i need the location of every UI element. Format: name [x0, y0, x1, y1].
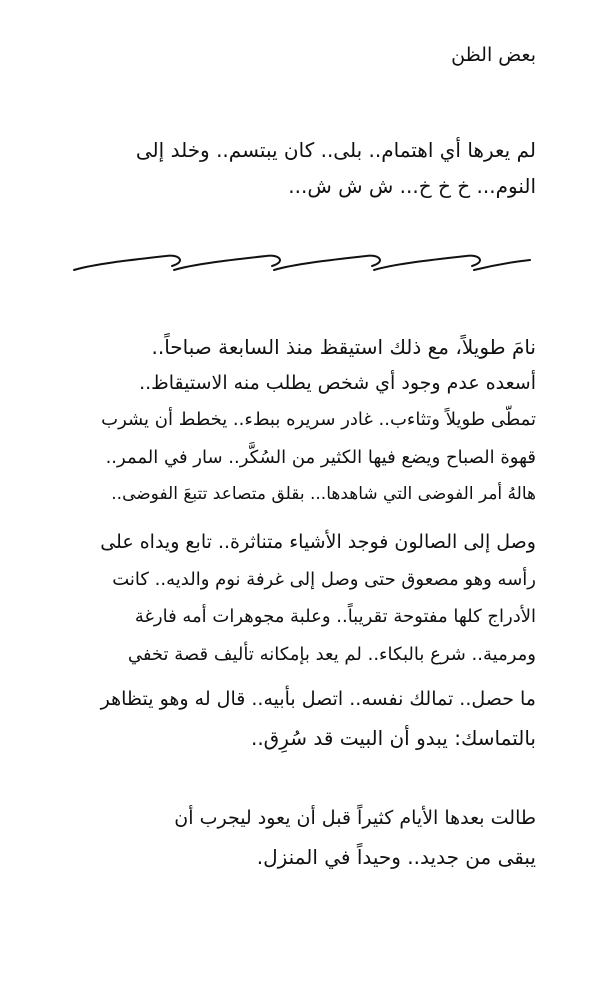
body-line-2: أسعده عدم وجود أي شخص يطلب منه الاستيقاظ..: [139, 372, 536, 394]
wave-segment: [74, 256, 180, 270]
story-title: بعض الظن: [451, 44, 536, 66]
wave-segment: [274, 256, 380, 270]
body-line-10: ما حصل.. تمالك نفسه.. اتصل بأبيه.. قال له وهو يتظاهر: [100, 688, 536, 710]
body-line-7: رأسه وهو مصعوق حتى وصل إلى غرفة نوم والديه.. كانت: [112, 569, 536, 590]
body-line-9: ومرمية.. شرع بالبكاء.. لم يعد بإمكانه تأليف قصة تخفي: [127, 644, 536, 665]
body-line-5: هالهُ أمر الفوضى التي شاهدها... بقلق متصاعد تتبعَ الفوضى..: [111, 484, 536, 504]
intro-line-1: لم يعرها أي اهتمام.. بلى.. كان يبتسم.. وخلد إلى: [135, 138, 536, 162]
wave-segment: [174, 256, 280, 270]
body-line-1: نامَ طويلاً، مع ذلك استيقظ منذ السابعة صباحاً..: [151, 335, 536, 359]
wave-segment: [474, 260, 530, 270]
ending-line-2: يبقى من جديد.. وحيداً في المنزل.: [256, 845, 536, 869]
body-line-11: بالتماسك: يبدو أن البيت قد سُرِق..: [250, 726, 536, 750]
body-line-6: وصل إلى الصالون فوجد الأشياء متناثرة.. تابع ويداه على: [100, 531, 536, 553]
wave-segment: [374, 256, 480, 270]
body-line-8: الأدراج كلها مفتوحة تقريباً.. وعلبة مجوهرات أمه فارغة: [134, 606, 536, 627]
wavy-divider: [72, 246, 532, 286]
body-line-4: قهوة الصباح ويضع فيها الكثير من السُكَّر.. سار في الممر..: [105, 447, 536, 468]
ending-line-1: طالت بعدها الأيام كثيراً قبل أن يعود ليجرب أن: [174, 807, 536, 829]
body-line-3: تمطّى طويلاً وتثاءب.. غادر سريره ببطء.. يخطط أن يشرب: [101, 409, 536, 430]
intro-line-2: النوم... خ خ خ... ش ش ش...: [288, 174, 536, 198]
